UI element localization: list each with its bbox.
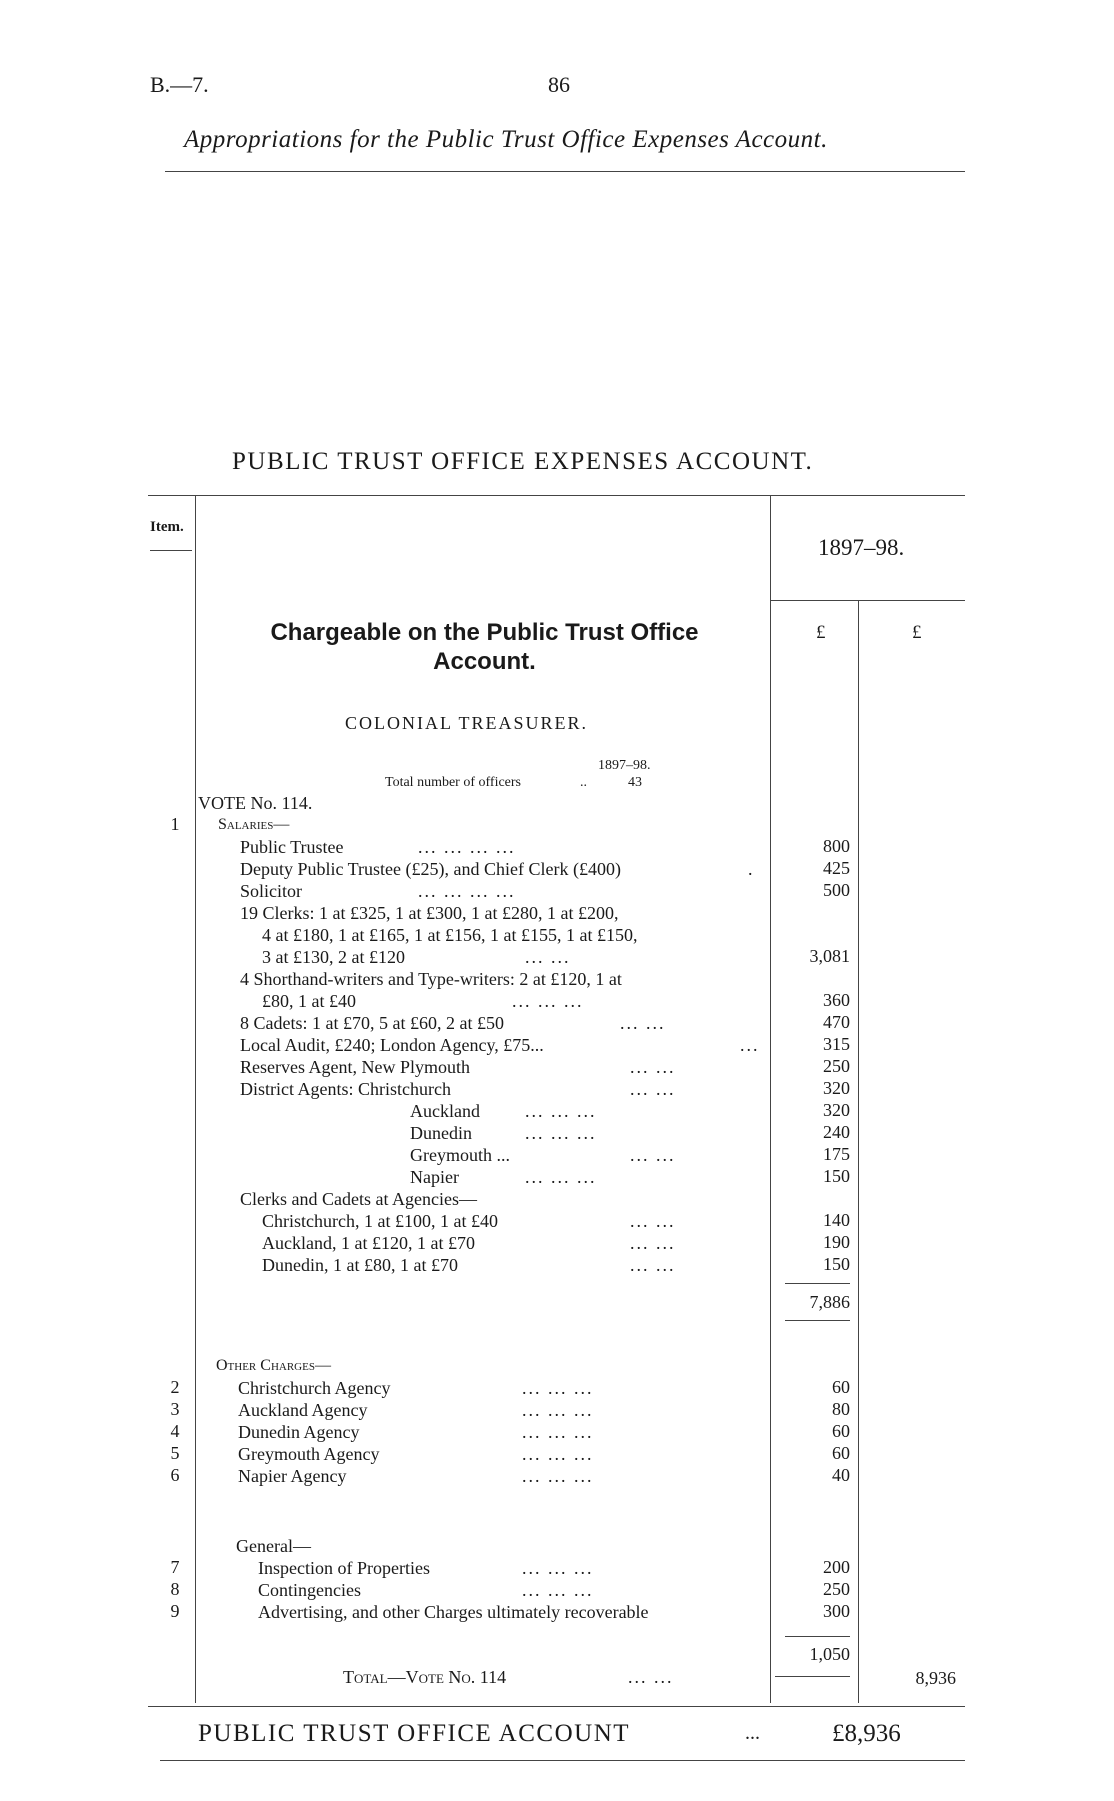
- officers-count: 43: [628, 775, 642, 790]
- general-item-number: 8: [170, 1579, 180, 1599]
- salary-line-dots: ... ...: [630, 1057, 676, 1077]
- salary-line-amount: 150: [823, 1166, 850, 1186]
- salary-line-text: Public Trustee: [240, 837, 344, 857]
- other-charge-amount: 60: [832, 1443, 850, 1463]
- general-heading: General—: [236, 1536, 311, 1556]
- item-header-underline: [150, 550, 192, 551]
- footer-total: £8,936: [832, 1720, 901, 1747]
- salary-line-amount: 500: [823, 880, 850, 900]
- salary-line-text: 4 Shorthand-writers and Type-writers: 2 at £120, 1 at: [240, 969, 622, 989]
- salary-line-dots: ... ...: [630, 1079, 676, 1099]
- salary-line-amount: 320: [823, 1078, 850, 1098]
- other-charge-dots: ... ... ...: [522, 1466, 594, 1486]
- salary-line-amount: 140: [823, 1210, 850, 1230]
- other-charge-item-number: 5: [170, 1443, 180, 1463]
- salary-line-dots: ... ...: [630, 1211, 676, 1231]
- general-subtotal: 1,050: [809, 1644, 850, 1664]
- salary-line-text: £80, 1 at £40: [262, 991, 356, 1011]
- salary-line-amount: 240: [823, 1122, 850, 1142]
- salary-line-amount: 3,081: [809, 946, 850, 966]
- salary-line-dots: ... ...: [630, 1233, 676, 1253]
- amount-column-rule: [858, 600, 859, 1703]
- other-charge-text: Auckland Agency: [238, 1400, 368, 1420]
- salary-line-text: 3 at £130, 2 at £120: [262, 947, 405, 967]
- salary-line-amount: 360: [823, 990, 850, 1010]
- salary-line-text: Napier: [410, 1167, 459, 1187]
- other-charge-amount: 60: [832, 1377, 850, 1397]
- salary-line-text: Dunedin, 1 at £80, 1 at £70: [262, 1255, 458, 1275]
- salary-line-dots: ... ...: [630, 1145, 676, 1165]
- salary-line-text: District Agents: Christchurch: [240, 1079, 451, 1099]
- other-charge-item-number: 4: [170, 1421, 180, 1441]
- salary-line-amount: 250: [823, 1056, 850, 1076]
- salary-line-dots: ... ... ... ...: [418, 837, 516, 857]
- salary-line-text: Auckland: [410, 1101, 480, 1121]
- salaries-subtotal-rule-bottom: [785, 1320, 850, 1321]
- salaries-subtotal-rule-top: [785, 1283, 850, 1284]
- officers-year: 1897–98.: [598, 758, 651, 773]
- other-charge-amount: 40: [832, 1465, 850, 1485]
- general-amount: 200: [823, 1557, 850, 1577]
- salary-line-dots: ... ... ... ...: [418, 881, 516, 901]
- salary-line-dots: ... ...: [630, 1255, 676, 1275]
- header-rule: [165, 171, 965, 172]
- other-charge-dots: ... ... ...: [522, 1378, 594, 1398]
- salary-line-text: Clerks and Cadets at Agencies—: [240, 1189, 477, 1209]
- other-charge-text: Dunedin Agency: [238, 1422, 360, 1442]
- other-charge-dots: ... ... ...: [522, 1444, 594, 1464]
- salary-line-amount: 315: [823, 1034, 850, 1054]
- description-column-rule: [770, 495, 771, 1703]
- salary-line-dots: ... ... ...: [525, 1167, 597, 1187]
- salary-line-text: Local Audit, £240; London Agency, £75...: [240, 1035, 544, 1055]
- other-charge-text: Christchurch Agency: [238, 1378, 391, 1398]
- footer-dots: ...: [745, 1722, 760, 1744]
- officers-dots: ..: [580, 775, 587, 790]
- salary-line-amount: 175: [823, 1144, 850, 1164]
- salaries-item-number: 1: [170, 814, 180, 834]
- salary-line-text: 4 at £180, 1 at £165, 1 at £156, 1 at £155, 1 at £150,: [262, 925, 638, 945]
- appropriations-title: Appropriations for the Public Trust Office Expenses Account.: [184, 126, 828, 153]
- salary-line-dots: ... ... ...: [525, 1123, 597, 1143]
- salary-line-amount: 800: [823, 836, 850, 856]
- salary-line-dots: ... ... ...: [512, 991, 584, 1011]
- general-item-number: 9: [170, 1601, 180, 1621]
- department-heading: COLONIAL TREASURER.: [345, 713, 589, 733]
- footer-rule: [160, 1760, 965, 1761]
- salary-line-dots: ... ...: [620, 1013, 666, 1033]
- salary-line-amount: 190: [823, 1232, 850, 1252]
- salaries-subtotal: 7,886: [809, 1292, 850, 1312]
- year-header-underline: [770, 600, 965, 601]
- other-charge-amount: 80: [832, 1399, 850, 1419]
- year-column-header: 1897–98.: [818, 535, 905, 560]
- pound-header-total: £: [912, 622, 922, 643]
- salary-line-text: Dunedin: [410, 1123, 472, 1143]
- general-dots: ... ... ...: [522, 1558, 594, 1578]
- salary-line-text: Greymouth ...: [410, 1145, 510, 1165]
- item-column-rule: [195, 495, 196, 1703]
- general-amount: 300: [823, 1601, 850, 1621]
- vote-number: VOTE No. 114.: [198, 793, 313, 813]
- salary-line-amount: 320: [823, 1100, 850, 1120]
- salary-line-dots: ... ...: [525, 947, 571, 967]
- vote-total-dots: ... ...: [628, 1667, 674, 1687]
- other-charge-item-number: 2: [170, 1377, 180, 1397]
- salaries-heading: Salaries—: [218, 816, 290, 833]
- salary-line-text: Auckland, 1 at £120, 1 at £70: [262, 1233, 475, 1253]
- table-top-rule: [148, 495, 965, 496]
- salary-line-amount: 150: [823, 1254, 850, 1274]
- other-charges-heading: Other Charges—: [216, 1357, 331, 1374]
- other-charge-text: Greymouth Agency: [238, 1444, 380, 1464]
- other-charge-dots: ... ... ...: [522, 1400, 594, 1420]
- other-charge-item-number: 6: [170, 1465, 180, 1485]
- table-bottom-rule: [148, 1706, 965, 1707]
- salary-line-dots: ...: [740, 1035, 760, 1055]
- general-amount: 250: [823, 1579, 850, 1599]
- document-reference: B.—7.: [150, 72, 209, 97]
- chargeable-heading: Chargeable on the Public Trust Office Account.: [270, 619, 699, 675]
- account-title: PUBLIC TRUST OFFICE EXPENSES ACCOUNT.: [232, 448, 814, 475]
- footer-account-label: PUBLIC TRUST OFFICE ACCOUNT: [198, 1720, 631, 1747]
- salary-line-text: Reserves Agent, New Plymouth: [240, 1057, 470, 1077]
- officers-label: Total number of officers: [385, 775, 521, 790]
- general-text: Inspection of Properties: [258, 1558, 430, 1578]
- general-dots: ... ... ...: [522, 1580, 594, 1600]
- pound-header-detail: £: [816, 622, 826, 643]
- general-item-number: 7: [170, 1557, 180, 1577]
- item-column-header: Item.: [150, 519, 184, 535]
- salary-line-text: 19 Clerks: 1 at £325, 1 at £300, 1 at £280, 1 at £200,: [240, 903, 619, 923]
- general-subtotal-rule-top: [785, 1636, 850, 1637]
- page-number: 86: [548, 72, 570, 97]
- salary-line-amount: 425: [823, 858, 850, 878]
- other-charge-amount: 60: [832, 1421, 850, 1441]
- other-charge-dots: ... ... ...: [522, 1422, 594, 1442]
- salary-line-text: 8 Cadets: 1 at £70, 5 at £60, 2 at £50: [240, 1013, 504, 1033]
- salary-line-text: Deputy Public Trustee (£25), and Chief Clerk (£400): [240, 859, 621, 879]
- other-charge-item-number: 3: [170, 1399, 180, 1419]
- vote-total-amount: 8,936: [915, 1668, 956, 1688]
- salary-line-text: Solicitor: [240, 881, 302, 901]
- vote-total-dash: [775, 1676, 850, 1677]
- other-charge-text: Napier Agency: [238, 1466, 347, 1486]
- vote-total-label: Total—Vote No. 114: [343, 1667, 507, 1687]
- salary-line-dots: .: [748, 859, 753, 879]
- general-text: Contingencies: [258, 1580, 361, 1600]
- salary-line-text: Christchurch, 1 at £100, 1 at £40: [262, 1211, 498, 1231]
- salary-line-amount: 470: [823, 1012, 850, 1032]
- salary-line-dots: ... ... ...: [525, 1101, 597, 1121]
- general-text: Advertising, and other Charges ultimately recoverable: [258, 1602, 649, 1622]
